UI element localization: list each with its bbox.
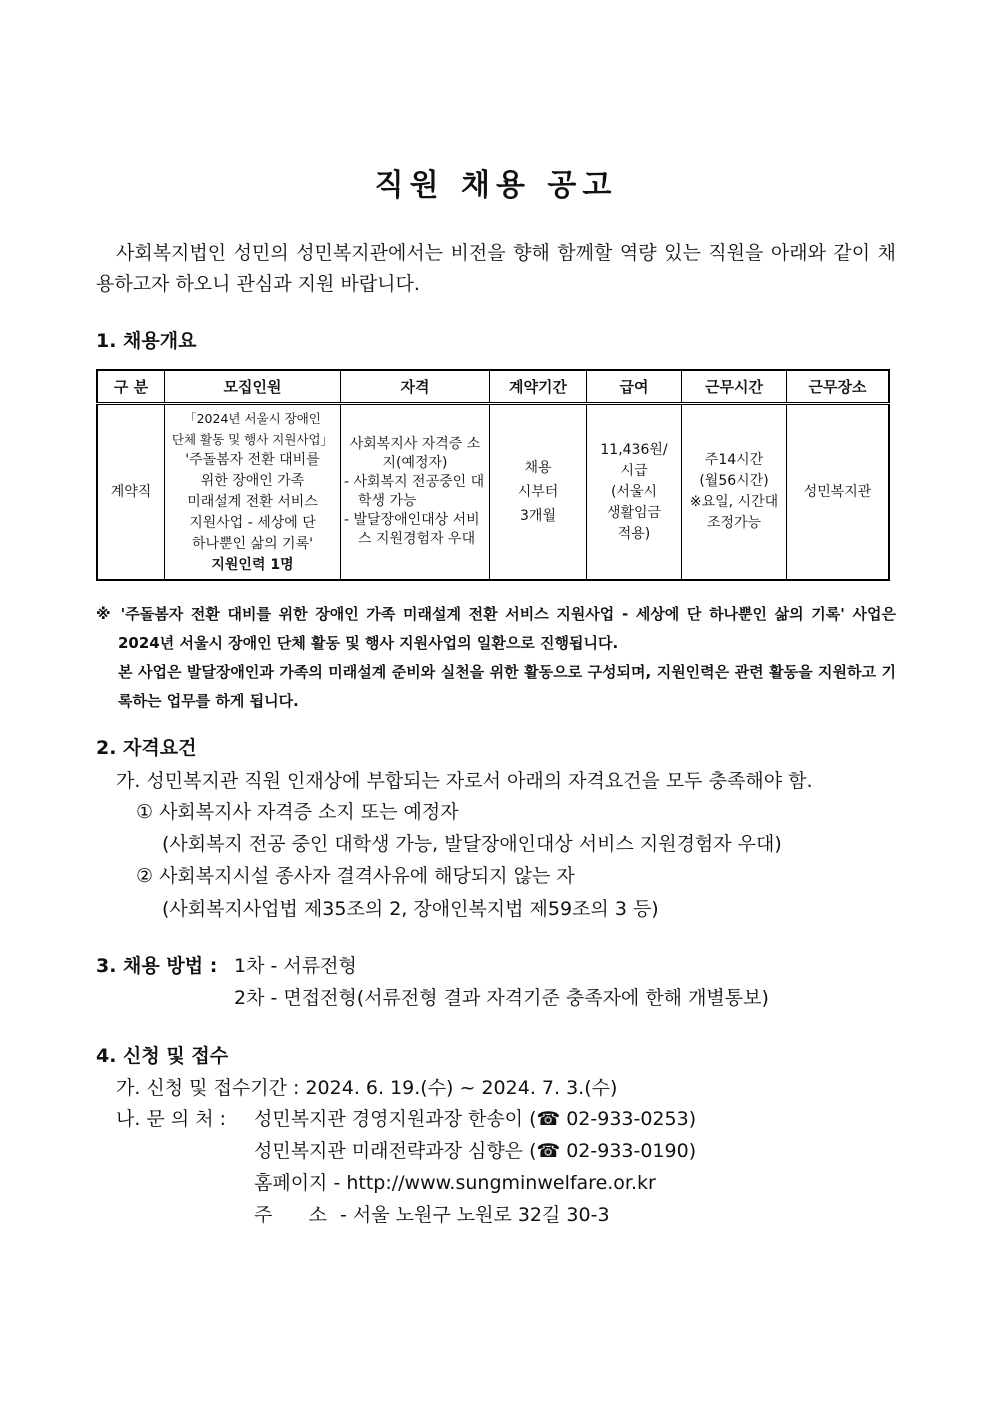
pay-line: 시급 (620, 462, 648, 479)
recruit-line: '주돌봄자 전환 대비를 (185, 452, 320, 468)
pay-line: 생활임금 (606, 504, 662, 521)
page-title: 직원 채용 공고 (374, 168, 618, 203)
table-header: 모집인원 (165, 370, 341, 404)
requirement-item-1-sub: (사회복지 전공 중인 대학생 가능, 발달장애인대상 서비스 지원경험자 우대) (162, 833, 782, 855)
period-line: 3개월 (520, 508, 556, 524)
period-line: 시부터 (517, 484, 559, 500)
hours-line: 조정가능 (706, 515, 762, 531)
recruitment-table (96, 369, 890, 581)
hiring-step-2: 2차 - 면접전형(서류전형 결과 자격기준 충족자에 한해 개별통보) (234, 987, 769, 1009)
table-header: 근무시간 (682, 370, 787, 404)
hours-line: (월56시간) (699, 473, 769, 489)
table-header: 구 분 (97, 370, 165, 404)
cell-recruit (165, 404, 341, 581)
section3-heading: 3. 채용 방법 : (96, 955, 218, 977)
requirement-item-2-sub: (사회복지사업법 제35조의 2, 장애인복지법 제59조의 3 등) (162, 898, 659, 920)
table-header: 근무장소 (787, 370, 890, 404)
hours-line: ※요일, 시간대 (689, 494, 779, 510)
recruit-line: 위한 장애인 가족 (200, 473, 305, 489)
qual-item: - 발달장애인대상 서비스 지원경험자 우대 (344, 512, 480, 547)
table-header: 자격 (341, 370, 490, 404)
cell-place: 성민복지관 (787, 404, 890, 581)
address-label: 주 소 (254, 1204, 327, 1226)
recruit-count: 지원인력 1명 (211, 557, 294, 573)
section4-heading: 4. 신청 및 접수 (96, 1045, 229, 1067)
cell-pay (587, 404, 682, 581)
recruit-line: 지원사업 - 세상에 단 (189, 515, 316, 531)
note-text-1: '주돌봄자 전환 대비를 위한 장애인 가족 미래설계 전환 서비스 지원사업 - 세상에 단 하나뿐인 삶의 기록' 사업은 2024년 서울시 장애인 단체 활동 및 행사 지원사업의 일환으로 진행됩니다. (118, 605, 896, 652)
pay-line: 11,436원/ (600, 441, 668, 458)
section2-heading: 2. 자격요건 (96, 737, 197, 759)
cell-hours (682, 404, 787, 581)
requirement-ga: 가. 성민복지관 직원 인재상에 부합되는 자로서 아래의 자격요건을 모두 충족해야 함. (116, 770, 813, 792)
recruit-line: 하나뿐인 삶의 기록' (192, 536, 313, 552)
contact-1: 성민복지관 경영지원과장 한송이 (☎ 02-933-0253) (254, 1108, 697, 1130)
intro-paragraph: 사회복지법인 성민의 성민복지관에서는 비전을 향해 함께할 역량 있는 직원을 아래와 같이 채용하고자 하오니 관심과 지원 바랍니다. (96, 242, 896, 295)
period-line: 채용 (524, 460, 552, 476)
cell-period (490, 404, 587, 581)
table-header-row (97, 370, 889, 404)
contact-label: 나. 문 의 처 : (116, 1108, 227, 1130)
homepage-link[interactable]: 홈페이지 - http://www.sungminwelfare.or.kr (254, 1172, 656, 1194)
cell-qualification (341, 404, 490, 581)
recruit-line: 미래설계 전환 서비스 (187, 494, 318, 510)
recruit-line: 「2024년 서울시 장애인 (184, 411, 321, 426)
recruit-line: 단체 활동 및 행사 지원사업」 (171, 432, 334, 447)
section1-heading: 1. 채용개요 (96, 330, 197, 352)
contact-2: 성민복지관 미래전략과장 심향은 (☎ 02-933-0190) (254, 1140, 697, 1162)
pay-line: (서울시 (610, 483, 658, 500)
qual-main: 사회복지사 자격증 소지(예정자) (349, 436, 481, 471)
requirement-item-1: ① 사회복지사 자격증 소지 또는 예정자 (136, 801, 459, 823)
note-mark: ※ (96, 605, 114, 623)
table-header: 급여 (587, 370, 682, 404)
application-period: 가. 신청 및 접수기간 : 2024. 6. 19.(수) ~ 2024. 7. 3.(수) (116, 1077, 618, 1099)
pay-line: 적용) (617, 525, 651, 542)
hiring-step-1: 1차 - 서류전형 (234, 955, 357, 977)
table-header: 계약기간 (490, 370, 587, 404)
note-paragraph-1 (96, 600, 896, 658)
note-paragraph-2: 본 사업은 발달장애인과 가족의 미래설계 준비와 실천을 위한 활동으로 구성되며, 지원인력은 관련 활동을 지원하고 기록하는 업무를 하게 됩니다. (118, 663, 896, 710)
table-row (97, 404, 889, 581)
cell-type: 계약직 (97, 404, 165, 581)
hours-line: 주14시간 (704, 452, 764, 468)
requirement-item-2: ② 사회복지시설 종사자 결격사유에 해당되지 않는 자 (136, 865, 575, 887)
address: - 서울 노원구 노원로 32길 30-3 (340, 1204, 610, 1226)
qual-item: - 사회복지 전공중인 대학생 가능 (344, 474, 485, 509)
table-note (96, 600, 896, 716)
